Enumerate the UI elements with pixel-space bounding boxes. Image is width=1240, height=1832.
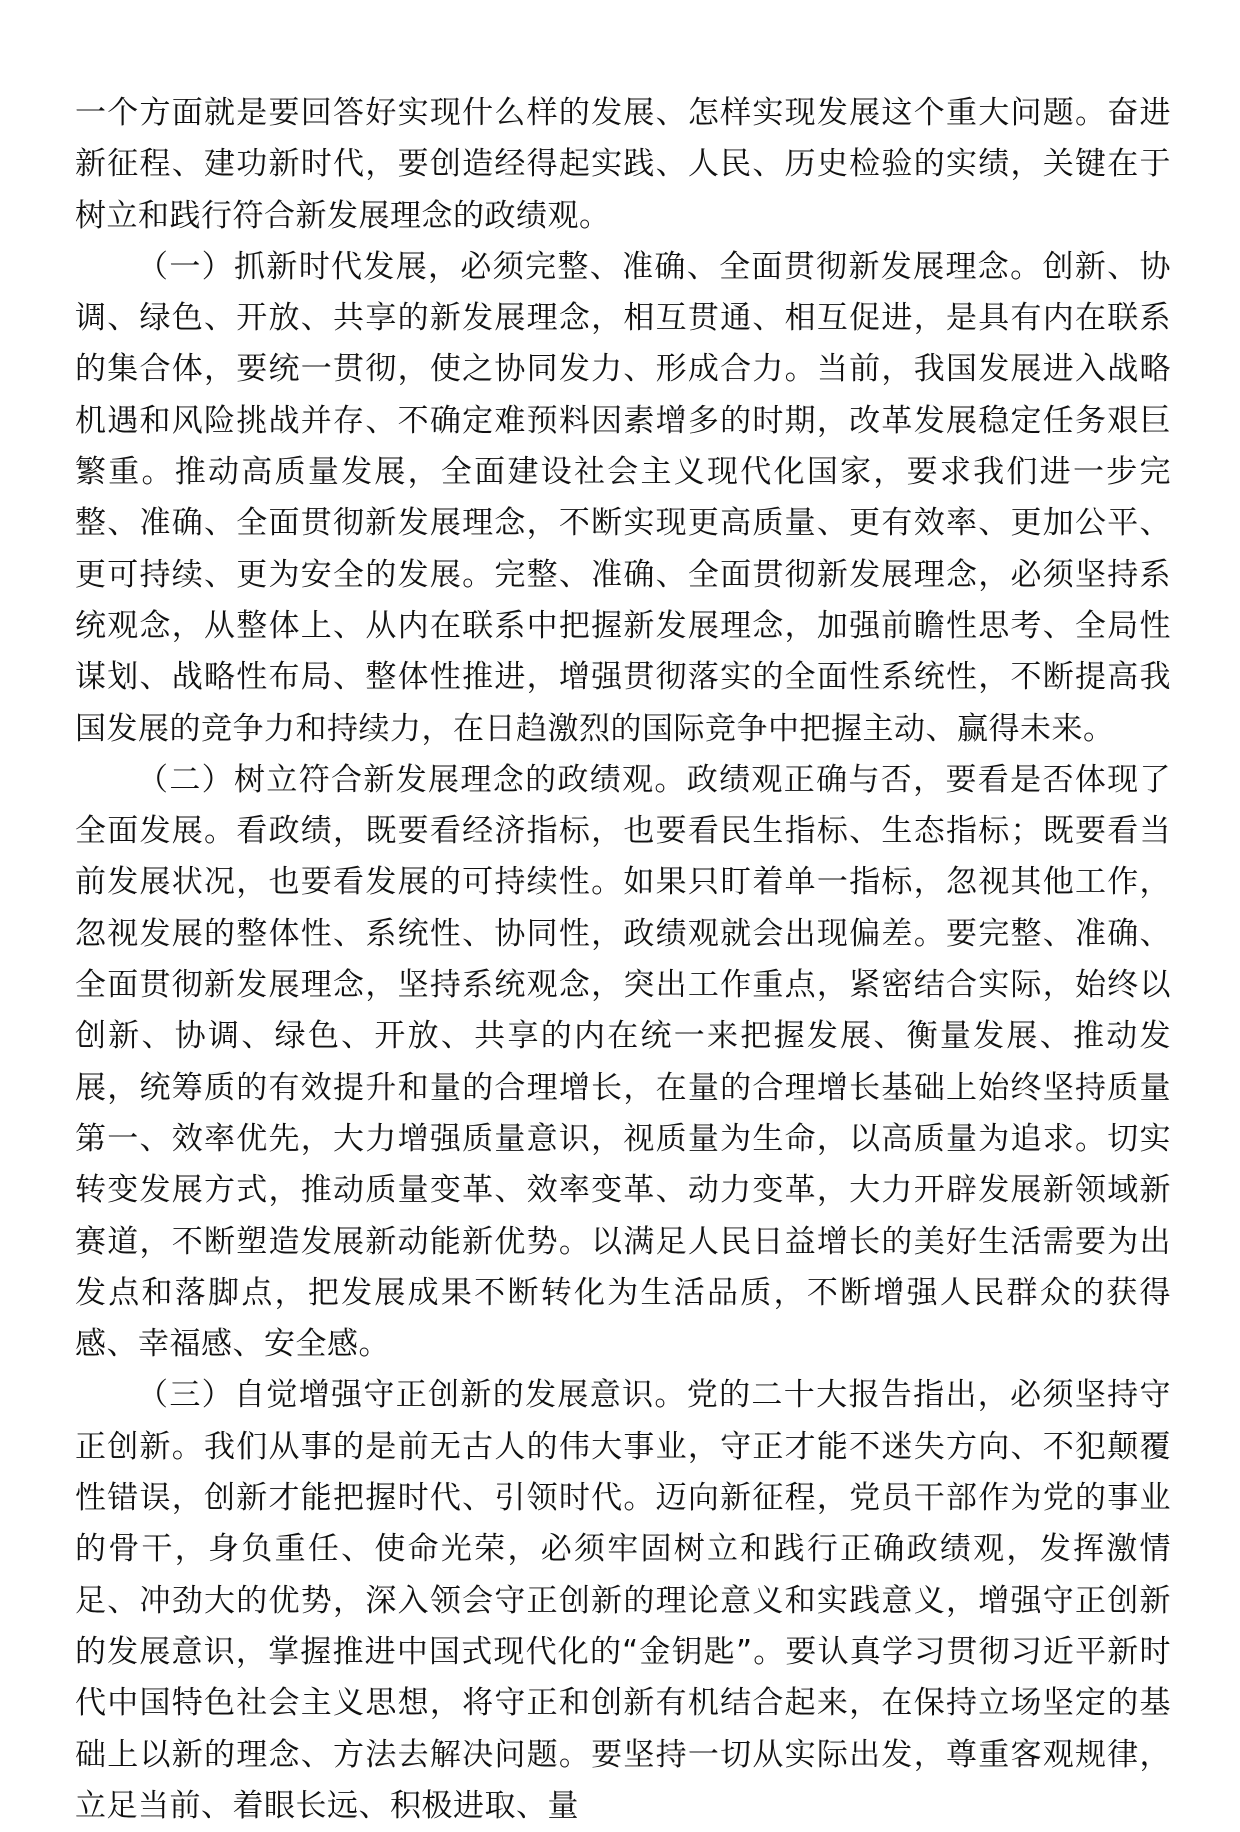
paragraph-intro: 一个方面就是要回答好实现什么样的发展、怎样实现发展这个重大问题。奋进新征程、建功新时代，要创造经得起实践、人民、历史检验的实绩，关键在于树立和践行符合新发展理念的政绩观。: [75, 95, 1171, 234]
paragraph-section-3: （三）自觉增强守正创新的发展意识。党的二十大报告指出，必须坚持守正创新。我们从事的是前无古人的伟大事业，守正才能不迷失方向、不犯颠覆性错误，创新才能把握时代、引领时代。迈向新征程，党员干部作为党的事业的骨干，身负重任、使命光荣，必须牢固树立和践行正确政绩观，发挥激情足、冲劲大的优势，深入领会守正创新的理论意义和实践意义，增强守正创新的发展意识，掌握推进中国式现代化的“金钥匙”。要认真学习贯彻习近平新时代中国特色社会主义思想，将守正和创新有机结合起来，在保持立场坚定的基础上以新的理念、方法去解决问题。要坚持一切从实际出发，尊重客观规律，立足当前、着眼长远、积极进取、量: [75, 1377, 1171, 1824]
paragraph-section-1: （一）抓新时代发展，必须完整、准确、全面贯彻新发展理念。创新、协调、绿色、开放、共享的新发展理念，相互贯通、相互促进，是具有内在联系的集合体，要统一贯彻，使之协同发力、形成合力。当前，我国发展进入战略机遇和风险挑战并存、不确定难预料因素增多的时期，改革发展稳定任务艰巨繁重。推动高质量发展，全面建设社会主义现代化国家，要求我们进一步完整、准确、全面贯彻新发展理念，不断实现更高质量、更有效率、更加公平、更可持续、更为安全的发展。完整、准确、全面贯彻新发展理念，必须坚持系统观念，从整体上、从内在联系中把握新发展理念，加强前瞻性思考、全局性谋划、战略性布局、整体性推进，增强贯彻落实的全面性系统性，不断提高我国发展的竞争力和持续力，在日趋激烈的国际竞争中把握主动、赢得未来。: [75, 248, 1171, 747]
document-page: [75, 88, 1171, 1832]
paragraph-section-2: （二）树立符合新发展理念的政绩观。政绩观正确与否，要看是否体现了全面发展。看政绩，既要看经济指标，也要看民生指标、生态指标；既要看当前发展状况，也要看发展的可持续性。如果只盯着单一指标，忽视其他工作，忽视发展的整体性、系统性、协同性，政绩观就会出现偏差。要完整、准确、全面贯彻新发展理念，坚持系统观念，突出工作重点，紧密结合实际，始终以创新、协调、绿色、开放、共享的内在统一来把握发展、衡量发展、推动发展，统筹质的有效提升和量的合理增长，在量的合理增长基础上始终坚持质量第一、效率优先，大力增强质量意识，视质量为生命，以高质量为追求。切实转变发展方式，推动质量变革、效率变革、动力变革，大力开辟发展新领域新赛道，不断塑造发展新动能新优势。以满足人民日益增长的美好生活需要为出发点和落脚点，把发展成果不断转化为生活品质，不断增强人民群众的获得感、幸福感、安全感。: [75, 761, 1171, 1363]
